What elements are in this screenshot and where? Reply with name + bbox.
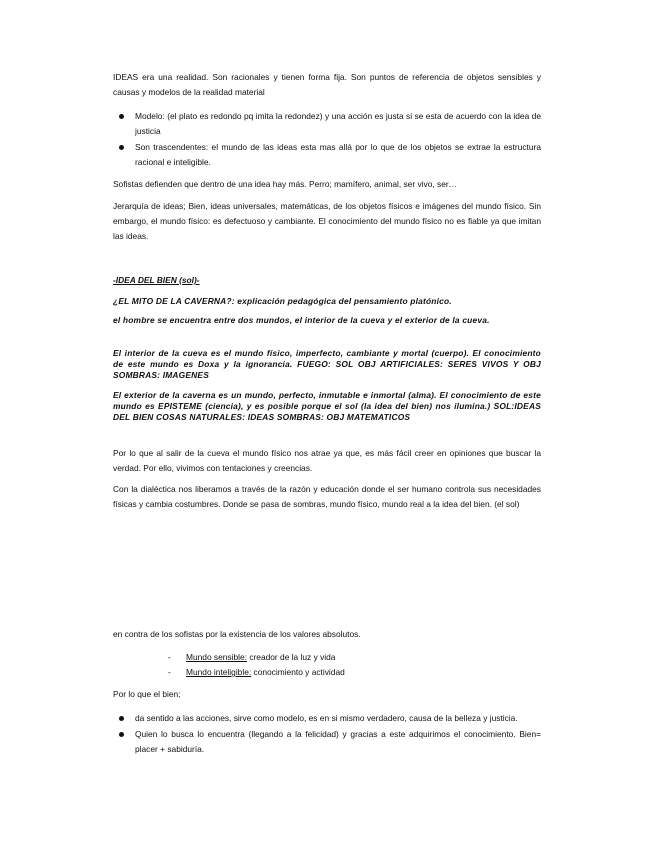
idea-del-bien-heading: -IDEA DEL BIEN (sol)- [113,275,200,285]
ideas-intro-paragraph: IDEAS era una realidad. Son racionales y tienen forma fija. Son puntos de referencia de objetos sensibles y causas y modelos de la realidad material [113,72,541,97]
interior-cueva-paragraph: El interior de la cueva es el mundo físico, imperfecto, cambiante y mortal (cuerpo). El conocimiento de este mundo es Doxa y la ignorancia. FUEGO: SOL OBJ ARTIFICIALES: SERES VIVOS Y OBJ SOMBRAS: IMAGENES [113,348,541,380]
exterior-caverna-paragraph: El exterior de la caverna es un mundo, perfecto, inmutable e inmortal (alma). El conocimiento de este mundo es EPISTEME (ciencia), y es posible porque el sol (la idea del bien) nos ilumina.) SOL:IDEAS DEL BIEN COSAS NATURALES: IDEAS SOMBRAS: OBJ MATEMATICOS [113,390,541,422]
sofistas-paragraph: Sofistas defienden que dentro de una idea hay más. Perro; mamífero, animal, ser vivo, ser… [113,179,458,189]
list-item: - Mundo sensible: creador de la luz y vida [168,652,336,662]
list-item: Son trascendentes: el mundo de las ideas esta mas allá por lo que de los objetos se extrae la estructura racional e inteligible. [113,140,541,170]
list-item: - Mundo inteligible: conocimiento y actividad [168,667,345,677]
bullet-icon [119,145,124,150]
hombre-paragraph: el hombre se encuentra entre dos mundos, el interior de la cueva y el exterior de la cueva. [113,315,490,325]
contra-sofistas-paragraph: en contra de los sofistas por la existencia de los valores absolutos. [113,629,361,639]
list-item: da sentido a las acciones, sirve como modelo, es en si mismo verdadero, causa de la belleza y justicia. [113,711,541,726]
mundos-list [168,650,541,680]
bullet-icon [119,716,124,721]
bullet-icon [119,114,124,119]
salir-cueva-paragraph: Por lo que al salir de la cueva el mundo físico nos atrae ya que, es más fácil creer en opiniones que buscar la verdad. Por ello, vivimos con tentaciones y creencias. [113,448,541,473]
bien-intro-paragraph: Por lo que el bien; [113,689,181,699]
mito-caverna-heading: ¿EL MITO DE LA CAVERNA?: explicación pedagógica del pensamiento platónico. [113,296,452,306]
jerarquia-paragraph: Jerarquía de ideas; Bien, ideas universales, matemáticas, de los objetos físicos e imágenes del mundo físico. Sin embargo, el mundo físico: es defectuoso y cambiante. El conocimiento del mundo físico no es fiable ya que imitan las ideas. [113,201,541,241]
ideas-bullet-list [113,109,541,171]
list-item: Quien lo busca lo encuentra (llegando a la felicidad) y gracias a este adquirimos el conocimiento. Bien= placer + sabiduría. [113,727,541,757]
bullet-icon [119,732,124,737]
dialectica-paragraph: Con la dialéctica nos liberamos a través de la razón y educación donde el ser humano controla sus necesidades físicas y cambia costumbres. Donde se pasa de sombras, mundo físico, mundo real a la idea del bien. (el sol) [113,484,541,509]
list-item: Modelo: (el plato es redondo pq imita la redondez) y una acción es justa si se esta de acuerdo con la idea de justicia [113,109,541,139]
bien-bullet-list [113,711,541,758]
